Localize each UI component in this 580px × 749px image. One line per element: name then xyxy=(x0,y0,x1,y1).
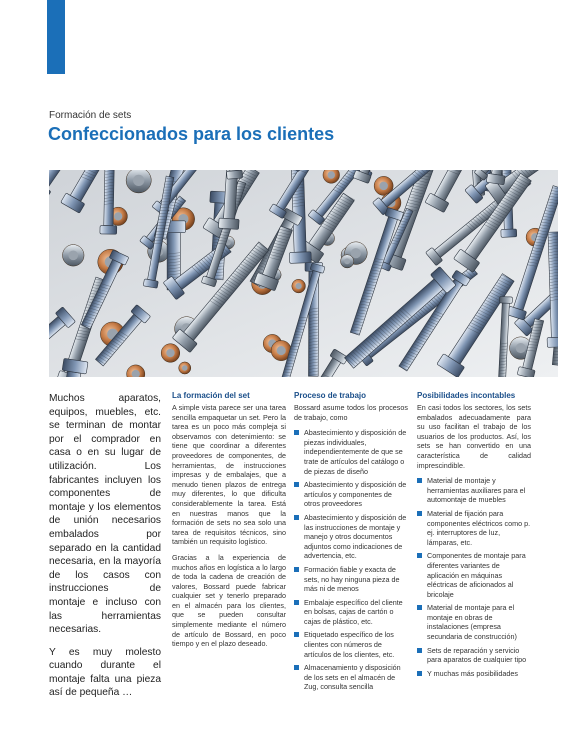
list-item: Embalaje específico del cliente en bolsas, cajas de cartón o cajas de plástico, etc. xyxy=(294,598,408,627)
list-item: Formación fiable y exacta de sets, no hay ninguna pieza de más ni de menos xyxy=(294,565,408,594)
list-item: Almacenamiento y disposición de los sets en el almacén de Zug, consulta sencilla xyxy=(294,663,408,692)
column-heading: Posibilidades incontables xyxy=(417,391,516,400)
screws-and-bolts-photo xyxy=(49,170,558,377)
list-item: Material de montaje y herramientas auxiliares para el automontaje de muebles xyxy=(417,476,531,505)
section-tab xyxy=(47,0,109,74)
list-item: Etiquetado específico de los clientes con números de artículos de los clientes, etc. xyxy=(294,630,408,659)
list-item: Abastecimiento y disposición de piezas individuales, independientemente de que se trate de artículos del catálogo o de piezas de diseño xyxy=(294,428,408,476)
column-possibilities xyxy=(417,391,531,682)
column-intro: Bossard asume todos los procesos de trabajo, como xyxy=(294,403,408,422)
lead-text xyxy=(49,392,161,709)
column-work-process xyxy=(294,391,408,696)
list-item: Material de fijación para componentes eléctricos como p. ej. interruptores de luz, lámparas, etc. xyxy=(417,509,531,547)
list-item: Material de montaje para el montaje en obras de instalaciones (empresa secundaria de construcción) xyxy=(417,603,531,641)
article-kicker: Formación de sets xyxy=(49,110,132,121)
column-paragraph: A simple vista parece ser una tarea sencilla empaquetar un set. Pero la tarea es un poco más compleja si observamos con detenimiento: se tiene que coordinar a diferentes proveedores de componentes, de herramientas, de instrucciones impresas y de embalajes, que a menudo tienen plazos de entrega muy diferentes, lo que dificulta considerablemente la tarea. Está en nuestras manos que la formación de sets no sea solo una tarea de requisitos técnicos, sino también un requisito logístico. xyxy=(172,403,286,547)
lead-paragraph: Y es muy molesto cuando durante el montaje falta una pieza así de pequeña … xyxy=(49,646,161,699)
column-heading: Proceso de trabajo xyxy=(294,391,367,400)
list-item: Sets de reparación y servicio para aparatos de cualquier tipo xyxy=(417,646,531,665)
column-intro: En casi todos los sectores, los sets embalados adecuadamente para su uso facilitan el trabajo de los usuarios de los productos. Así, los sets se han convertido en una característica de calidad imprescindible. xyxy=(417,403,531,470)
article-title: Confeccionados para los clientes xyxy=(48,124,335,144)
column-paragraph: Gracias a la experiencia de muchos años en logística a lo largo de toda la cadena de creación de valores, Bossard puede fabricar cualquier set y tenerlo preparado en el almacén para los clientes, que se pueden consultar simplemente mediante el número de artículo de Bossard, en poco tiempo y en el plazo deseado. xyxy=(172,552,286,649)
bullet-list xyxy=(294,428,408,692)
list-item: Abastecimiento y disposición de las instrucciones de montaje y manejo y otros documentos adjuntos como indicaciones de advertencia, etc. xyxy=(294,513,408,561)
list-item: Componentes de montaje para diferentes variantes de aplicación en máquinas eléctricas de aficionados al bricolaje xyxy=(417,551,531,599)
lead-paragraph: Muchos aparatos, equipos, muebles, etc. se terminan de montar por el comprador en casa o en su lugar de utilización. Los fabricantes incluyen los componentes de montaje y los elementos de unión necesarios embalados por separado en la cantidad necesaria, en la mayoría de los casos con instrucciones de montaje e incluso con las herramientas necesarias. xyxy=(49,393,161,636)
list-item: Abastecimiento y disposición de artículos y componentes de otros proveedores xyxy=(294,480,408,509)
column-set-formation xyxy=(172,391,286,655)
section-tab-label: Productos xyxy=(97,14,109,60)
list-item: Y muchas más posibilidades xyxy=(417,669,531,679)
bullet-list xyxy=(417,476,531,678)
column-heading: La formación del set xyxy=(172,391,250,400)
